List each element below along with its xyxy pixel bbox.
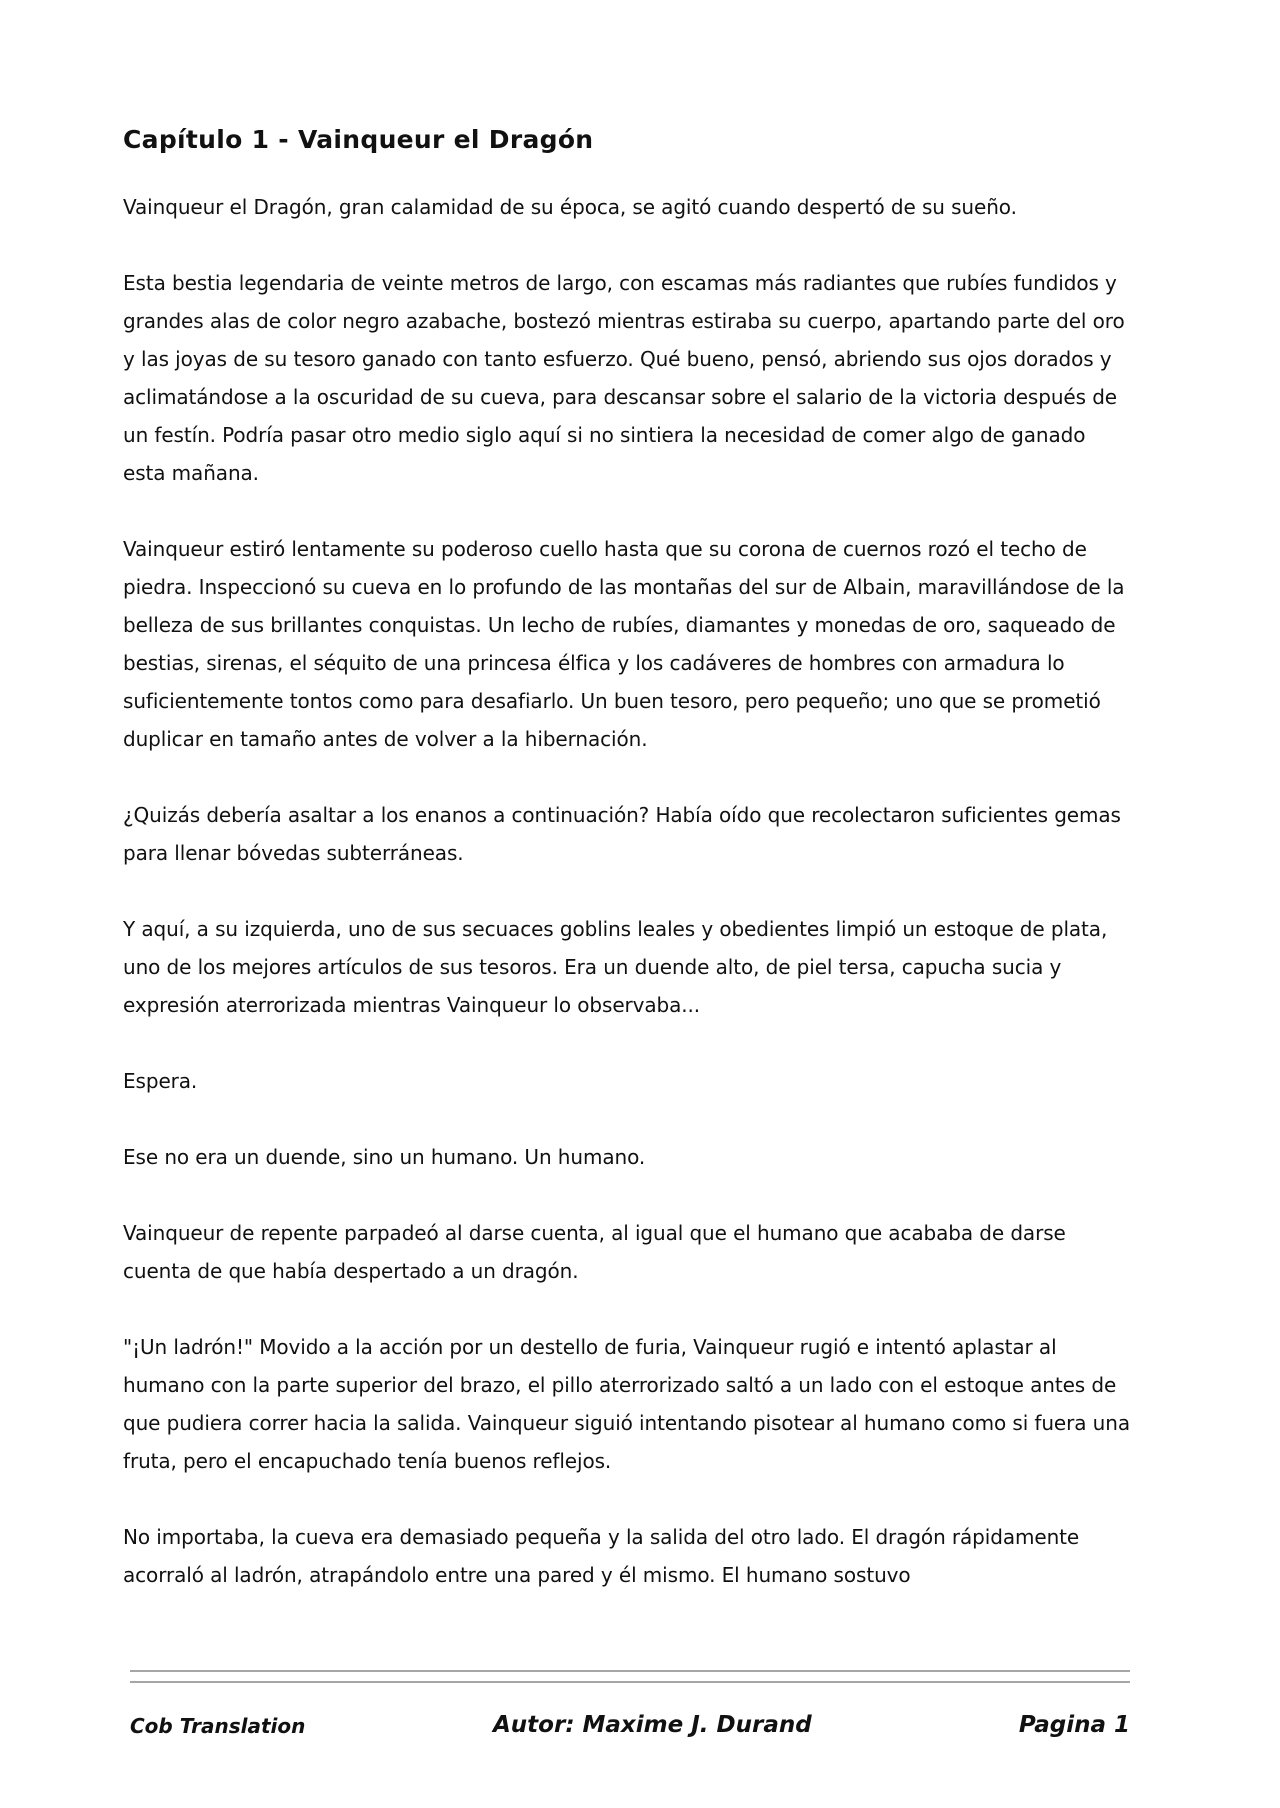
paragraph: ¿Quizás debería asaltar a los enanos a continuación? Había oído que recolectaron suficientes gemas para llenar bóvedas subterráneas. [123,803,1121,865]
footer-divider-top [130,1670,1130,1672]
footer-page-number: Pagina 1 [1018,1712,1130,1738]
paragraph: Vainqueur el Dragón, gran calamidad de su época, se agitó cuando despertó de su sueño. [123,195,1017,219]
chapter-title: Capítulo 1 - Vainqueur el Dragón [123,125,594,154]
paragraph: No importaba, la cueva era demasiado pequeña y la salida del otro lado. El dragón rápidamente acorraló al ladrón, atrapándolo entre una pared y él mismo. El humano sostuvo [123,1525,1080,1587]
footer-translator: Cob Translation [130,1714,306,1738]
footer-divider-bottom [130,1681,1130,1683]
page-content [123,122,1133,1632]
paragraph: Y aquí, a su izquierda, uno de sus secuaces goblins leales y obedientes limpió un estoque de plata, uno de los mejores artículos de sus tesoros. Era un duende alto, de piel tersa, capucha sucia y expresión aterrorizada mientras Vainqueur lo observaba... [123,917,1108,1017]
page-footer [130,1712,1130,1742]
paragraph: Esta bestia legendaria de veinte metros de largo, con escamas más radiantes que rubíes fundidos y grandes alas de color negro azabache, bostezó mientras estiraba su cuerpo, apartando parte del oro y las joyas de su tesoro ganado con tanto esfuerzo. Qué bueno, pensó, abriendo sus ojos dorados y aclimatándose a la oscuridad de su cueva, para descansar sobre el salario de la victoria después de un festín. Podría pasar otro medio siglo aquí si no sintiera la necesidad de comer algo de ganado esta mañana. [123,271,1125,485]
footer-author: Autor: Maxime J. Durand [493,1712,812,1738]
paragraph: Vainqueur de repente parpadeó al darse cuenta, al igual que el humano que acababa de darse cuenta de que había despertado a un dragón. [123,1221,1066,1283]
paragraph: Ese no era un duende, sino un humano. Un humano. [123,1145,646,1169]
paragraph: "¡Un ladrón!" Movido a la acción por un destello de furia, Vainqueur rugió e intentó aplastar al humano con la parte superior del brazo, el pillo aterrorizado saltó a un lado con el estoque antes de que pudiera correr hacia la salida. Vainqueur siguió intentando pisotear al humano como si fuera una fruta, pero el encapuchado tenía buenos reflejos. [123,1335,1130,1473]
paragraph: Espera. [123,1069,198,1093]
paragraph: Vainqueur estiró lentamente su poderoso cuello hasta que su corona de cuernos rozó el techo de piedra. Inspeccionó su cueva en lo profundo de las montañas del sur de Albain, maravillándose de la belleza de sus brillantes conquistas. Un lecho de rubíes, diamantes y monedas de oro, saqueado de bestias, sirenas, el séquito de una princesa élfica y los cadáveres de hombres con armadura lo suficientemente tontos como para desafiarlo. Un buen tesoro, pero pequeño; uno que se prometió duplicar en tamaño antes de volver a la hibernación. [123,537,1125,751]
